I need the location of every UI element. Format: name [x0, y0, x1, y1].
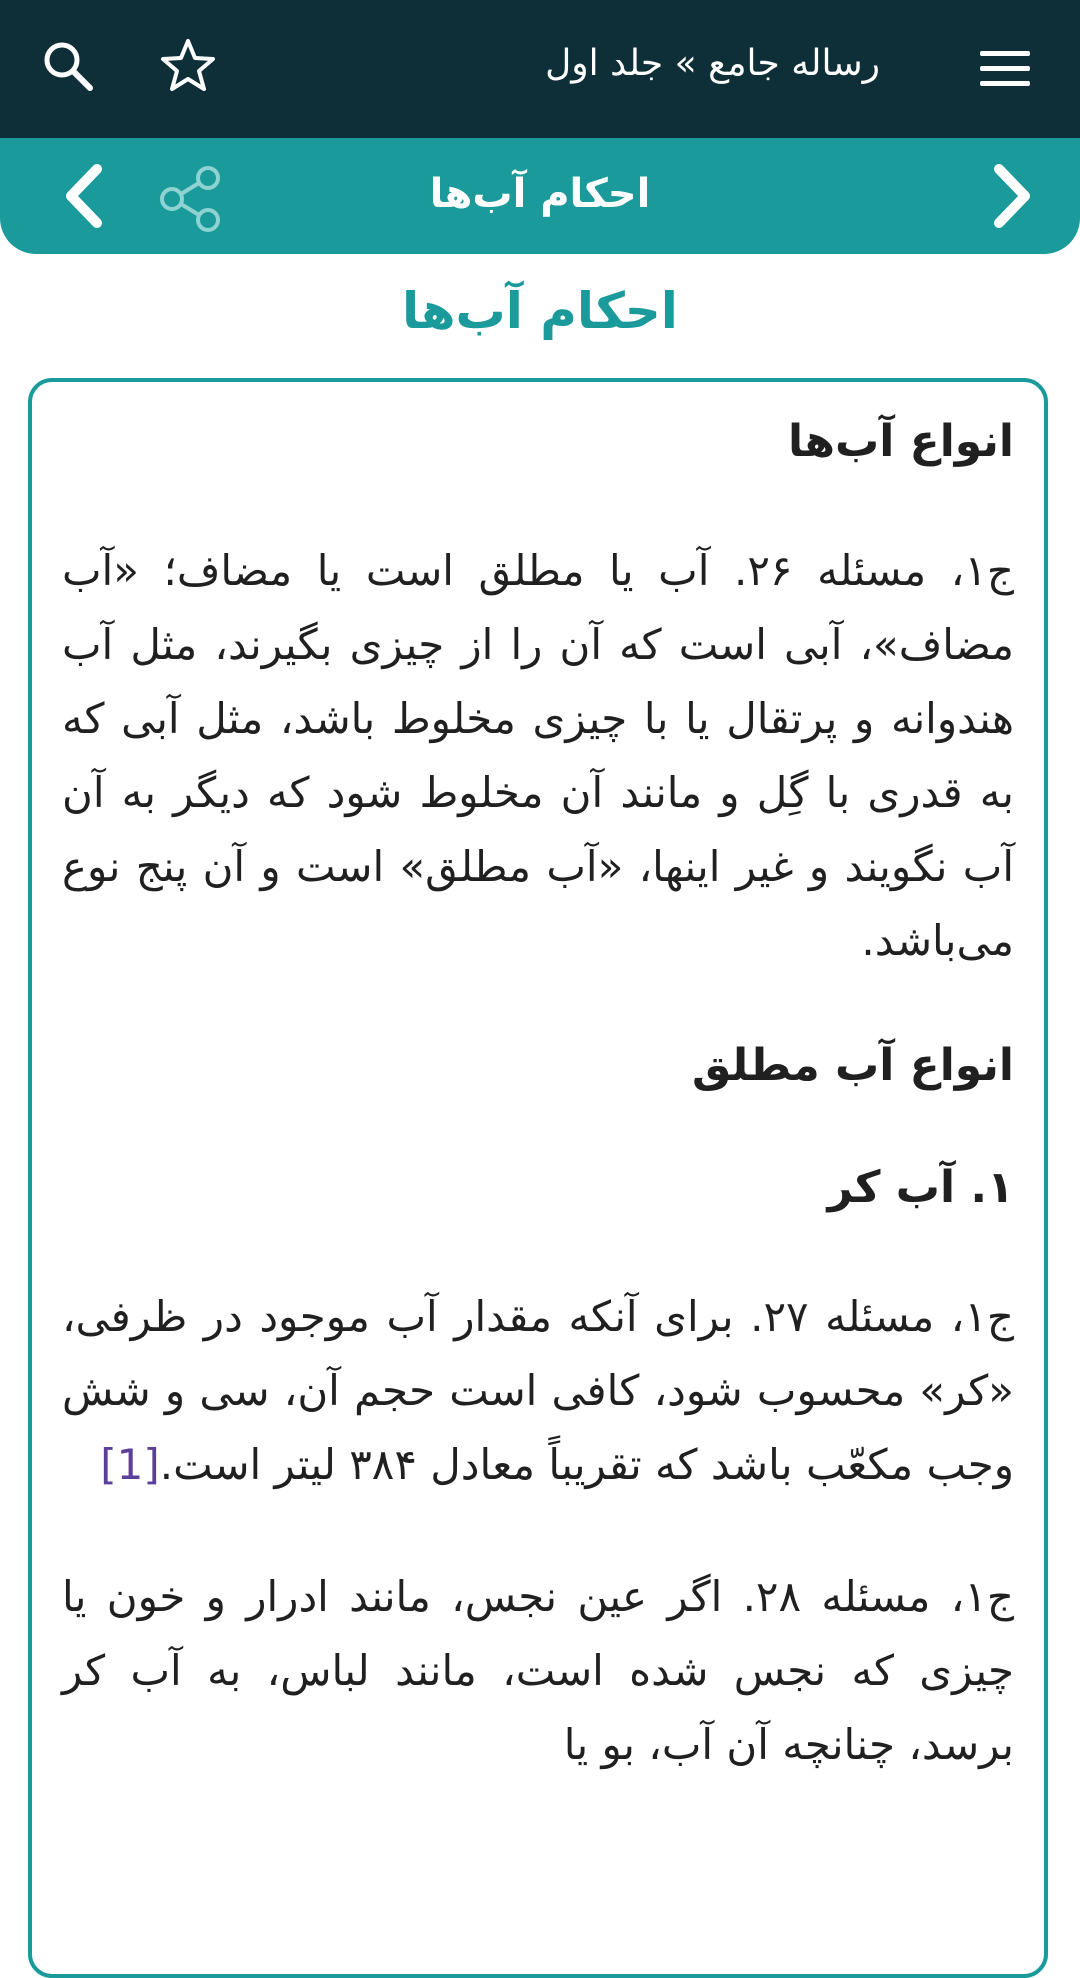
ruling-paragraph	[62, 1280, 1014, 1502]
next-chapter-button[interactable]	[976, 160, 1048, 232]
section-title: انواع آب‌ها	[788, 416, 1014, 467]
app-top-bar	[0, 0, 1080, 140]
chevron-right-icon	[987, 161, 1037, 231]
subsection-title: ۱. آب کر	[827, 1162, 1014, 1213]
star-icon	[159, 37, 217, 95]
ruling-paragraph: ج۱، مسئله ۲۸. اگر عین نجس، مانند ادرار و خون یا چیزی که نجس شده است، مانند لباس، به آب کر برسد، چنانچه آن آب، بو یا	[62, 1572, 1014, 1769]
ruling-paragraph: ج۱، مسئله ۲۶. آب یا مطلق است یا مضاف؛ «آب مضاف»، آبی است که آن را از چیزی بگیرند، مثل آب هندوانه و پرتقال یا با چیزی مخلوط باشد، مثل آبی که به قدری با گِل و مانند آن مخلوط شود که دیگر به آن آب نگویند و غیر اینها، «آب مطلق» است و آن پنج نوع می‌باشد.	[62, 546, 1014, 965]
search-icon	[40, 38, 96, 94]
menu-button[interactable]	[970, 34, 1040, 104]
ruling-text: ج۱، مسئله ۲۷. برای آنکه مقدار آب موجود در ظرفی، «کر» محسوب شود، کافی است حجم آن، سی و شش وجب مکعّب باشد که تقریباً معادل ۳۸۴ لیتر است.	[62, 1292, 1014, 1489]
chapter-bar	[0, 138, 1080, 254]
chapter-title: احکام آب‌ها	[429, 171, 651, 217]
bookmark-button[interactable]	[150, 28, 225, 103]
content-card	[28, 378, 1048, 1978]
section-title: انواع آب مطلق	[692, 1040, 1014, 1091]
menu-icon	[978, 49, 1032, 89]
breadcrumb: رساله جامع » جلد اول	[545, 43, 880, 84]
page-title: احکام آب‌ها	[402, 282, 678, 340]
search-button[interactable]	[30, 28, 105, 103]
footnote-link[interactable]: [1]	[100, 1440, 160, 1489]
